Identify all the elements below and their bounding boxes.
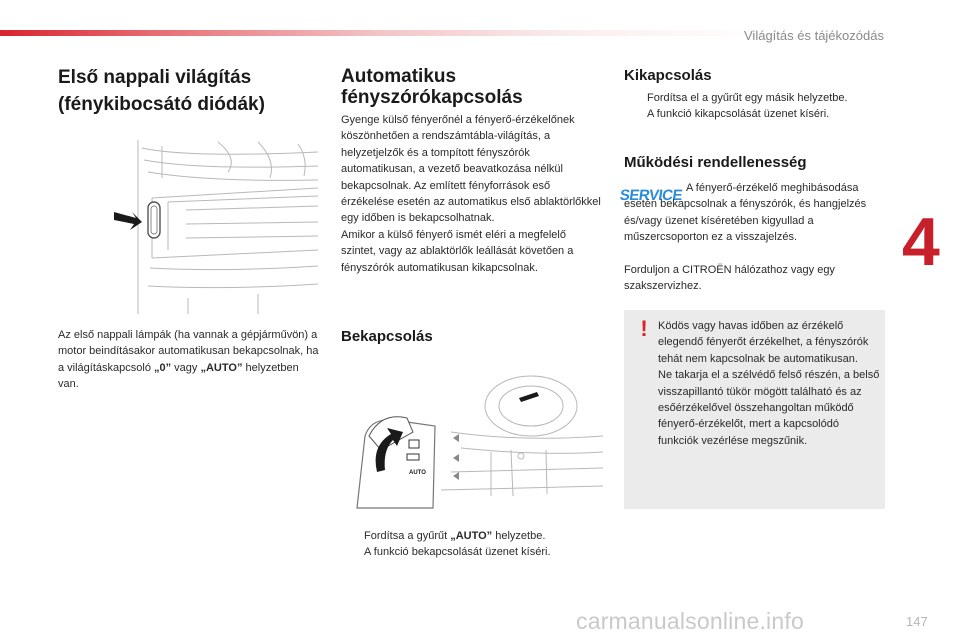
daytime-lights-title — [58, 64, 308, 118]
switch-off-confirmation: A funkció kikapcsolását üzenet kíséri. — [647, 108, 830, 121]
switch-on-text-post: helyzetbe. — [492, 530, 546, 542]
switch-on-text-pre: Fordítsa a gyűrűt — [364, 530, 451, 542]
daytime-lights-text-post: helyzetben van. — [58, 361, 299, 391]
auto-headlamp-paragraph-1: Gyenge külső fényerőnél a fényerő-érzékelőnek köszönhetően a rendszámtábla-világítás, a helyzetjelzők és a tompított fényszórók automatikusan, a vezető beavatkozása nélkül bekapcsolnak. Az említett fényforrások eső érzékelése esetén az automatikus első ablaktörlőkkel egy időben is bekapcsolhatnak. — [341, 114, 601, 225]
daytime-lights-text — [58, 327, 320, 393]
daytime-lights-text-pre: Az első nappali lámpák (ha vannak a gépjárművön) a motor beindításakor automatikusan bekapcsolnak, ha a világításkapcsoló — [58, 329, 319, 374]
auto-headlamp-text — [341, 112, 603, 276]
position-auto-label: „AUTO” — [200, 361, 243, 374]
page-number: 147 — [906, 614, 928, 629]
contact-text: Forduljon a CITROËN hálózathoz vagy egy szakszervizhez. — [624, 264, 835, 293]
warning-paragraph-2: Ne takarja el a szélvédő felső részén, a belső visszapillantó tükör mögött található és az esőérzékelővel összehangoltan működő fényerő-érzékelőt, mert a kapcsolódó funkciók vezérlése megszűnik. — [658, 369, 880, 447]
daytime-lights-title-line2: (fénykibocsátó diódák) — [58, 94, 265, 115]
exclamation-warning-icon: ! — [640, 316, 648, 341]
chapter-number: 4 — [902, 204, 940, 280]
warning-text — [658, 318, 880, 449]
switch-on-bullet — [341, 528, 603, 561]
malfunction-paragraph: A fényerő-érzékelő meghibásodása esetén bekapcsolnak a fényszórók, és hangjelzés és/vagy üzenet kíséretében kigyullad a műszercsoporton ez a visszajelzés. — [624, 182, 867, 244]
switch-on-subtitle: Bekapcsolás — [341, 328, 433, 345]
switch-off-instruction — [624, 90, 886, 123]
switch-off-bullet — [624, 90, 886, 123]
malfunction-text — [618, 180, 886, 246]
switch-off-title: Kikapcsolás — [624, 67, 712, 84]
malfunction-title: Működési rendellenesség — [624, 154, 807, 171]
warning-paragraph-1: Ködös vagy havas időben az érzékelő elegendő fényerőt érzékelhet, a fényszórók tehát nem kapcsolnak be automatikusan. — [658, 320, 869, 365]
switch-on-instruction — [341, 528, 603, 561]
switch-off-text: Fordítsa el a gyűrűt egy másik helyzetbe. — [647, 92, 848, 104]
section-title: Világítás és tájékozódás — [744, 28, 884, 43]
auto-headlamp-title — [341, 66, 591, 108]
service-warning-icon: SERVICE — [618, 186, 684, 204]
daytime-lights-text-mid: vagy — [171, 361, 201, 374]
position-zero-label: „0” — [154, 361, 172, 374]
daytime-lights-title-line1: Első nappali világítás — [58, 67, 252, 88]
switch-on-auto-label: „AUTO” — [450, 530, 493, 542]
auto-headlamp-paragraph-2: Amikor a külső fényerő ismét eléri a megfelelő szintet, vagy az ablaktörlők leállását követően a fényszórók automatikusan kikapcsolnak. — [341, 228, 574, 274]
switch-on-confirmation: A funkció bekapcsolását üzenet kíséri. — [364, 546, 551, 559]
lighting-stalk-illustration — [341, 372, 603, 512]
stalk-auto-label: AUTO — [409, 470, 426, 476]
auto-headlamp-title-line2: fényszórókapcsolás — [341, 87, 523, 108]
auto-headlamp-title-line1: Automatikus — [341, 66, 457, 87]
front-led-lights-illustration — [108, 138, 320, 316]
watermark: carmanualsonline.info — [576, 608, 804, 634]
